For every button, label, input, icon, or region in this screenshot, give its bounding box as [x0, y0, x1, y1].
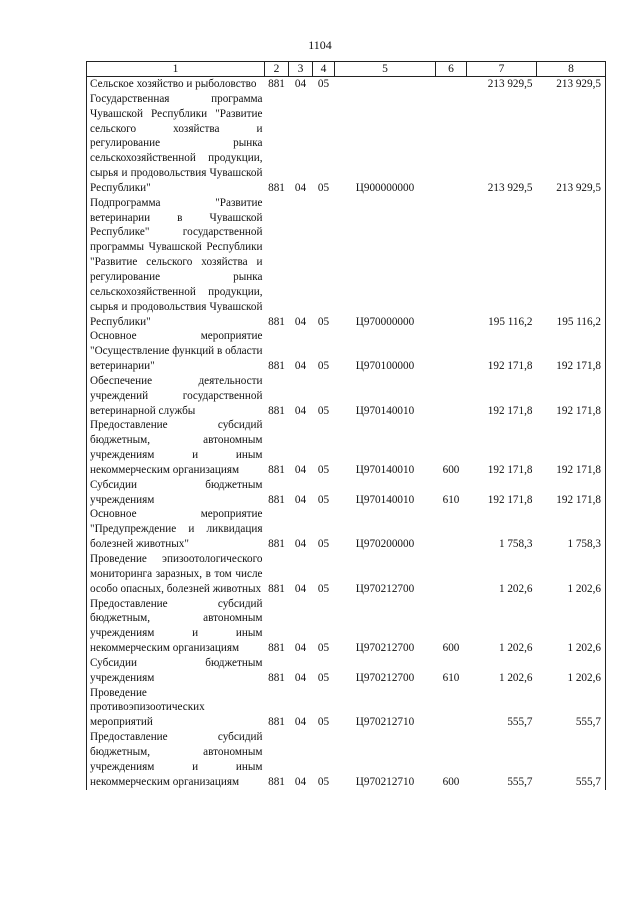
row-rz: 04 [294, 404, 307, 417]
row-name: Основное мероприятие "Осуществление функций в области ветеринарии" [87, 329, 265, 374]
row-csr: Ц970140010 [355, 493, 415, 506]
header-cell: 1 [87, 62, 265, 77]
row-csr: Ц970212700 [355, 582, 415, 595]
row-sum1: 213 929,5 [487, 78, 533, 90]
row-ved: 881 [268, 360, 285, 373]
row-pr: 05 [317, 78, 330, 90]
row-ved: 881 [268, 78, 285, 90]
row-name: Предоставление субсидий бюджетным, автономным учреждениям и иным некоммерческим организациям [87, 730, 265, 789]
table-body [87, 77, 606, 790]
row-name: Проведение эпизоотологического мониторинга заразных, в том числе особо опасных, болезней животных [87, 552, 265, 597]
header-cell: 7 [467, 62, 537, 77]
row-ved: 881 [268, 538, 285, 551]
row-pr: 05 [317, 463, 330, 476]
row-pr: 05 [317, 671, 330, 684]
row-csr: Ц970140010 [355, 463, 415, 476]
row-name: Субсидии бюджетным учреждениям [87, 478, 265, 508]
row-vr [436, 507, 467, 552]
row-vr: 600 [442, 642, 460, 655]
row-pr: 05 [317, 360, 330, 373]
row-rz: 04 [294, 582, 307, 595]
row-pr: 05 [317, 775, 330, 788]
row-vr [436, 196, 467, 330]
row-sum1: 1 202,6 [498, 671, 533, 684]
row-sum1: 1 202,6 [498, 642, 533, 655]
row-ved: 881 [268, 181, 285, 194]
row-pr: 05 [317, 181, 330, 194]
header-cell: 5 [335, 62, 436, 77]
row-sum2: 1 758,3 [537, 507, 606, 552]
row-sum1: 192 171,8 [487, 360, 533, 373]
row-rz: 04 [294, 775, 307, 788]
table-row [87, 507, 606, 552]
row-ved: 881 [268, 463, 285, 476]
row-pr: 05 [317, 404, 330, 417]
header-cell: 6 [436, 62, 467, 77]
row-sum1: 1 202,6 [498, 582, 533, 595]
row-name: Предоставление субсидий бюджетным, автономным учреждениям и иным некоммерческим организациям [87, 418, 265, 477]
row-sum1: 195 116,2 [488, 315, 533, 328]
row-sum2: 1 202,6 [537, 656, 606, 686]
row-csr [335, 77, 436, 92]
row-sum2: 555,7 [537, 686, 606, 731]
row-rz: 04 [294, 463, 307, 476]
row-rz: 04 [294, 493, 307, 506]
table-row [87, 597, 606, 656]
row-rz: 04 [294, 315, 307, 328]
row-ved: 881 [268, 642, 285, 655]
row-name: Предоставление субсидий бюджетным, автономным учреждениям и иным некоммерческим организациям [87, 597, 265, 656]
table-row [87, 656, 606, 686]
row-name: Субсидии бюджетным учреждениям [87, 656, 265, 686]
table-row [87, 686, 606, 731]
row-csr: Ц970212700 [355, 642, 415, 655]
row-name: Проведение противоэпизоотических мероприятий [87, 686, 265, 731]
table-row [87, 478, 606, 508]
row-name: Обеспечение деятельности учреждений государственной ветеринарной службы [87, 374, 265, 419]
row-pr: 05 [317, 582, 330, 595]
row-pr: 05 [317, 642, 330, 655]
row-vr: 610 [442, 493, 460, 506]
row-vr [436, 552, 467, 597]
row-ved: 881 [268, 404, 285, 417]
row-vr [436, 77, 467, 92]
row-vr: 610 [442, 671, 460, 684]
row-sum2: 195 116,2 [537, 196, 606, 330]
row-sum2: 192 171,8 [537, 329, 606, 374]
row-vr [436, 686, 467, 731]
row-csr: Ц970200000 [355, 538, 415, 551]
row-rz: 04 [294, 538, 307, 551]
row-ved: 881 [268, 671, 285, 684]
row-rz: 04 [294, 716, 307, 729]
row-sum1: 213 929,5 [487, 181, 533, 194]
row-csr: Ц900000000 [355, 181, 415, 194]
row-sum2: 213 929,5 [537, 92, 606, 196]
row-pr: 05 [317, 716, 330, 729]
row-ved: 881 [268, 493, 285, 506]
row-vr: 600 [442, 463, 460, 476]
table-row [87, 418, 606, 477]
row-sum1: 555,7 [507, 775, 533, 788]
table-row [87, 730, 606, 789]
header-cell: 8 [537, 62, 606, 77]
row-name: Сельское хозяйство и рыболовство [87, 77, 265, 92]
row-ved: 881 [268, 775, 285, 788]
row-pr: 05 [317, 315, 330, 328]
row-vr [436, 374, 467, 419]
row-csr: Ц970140010 [355, 404, 415, 417]
row-pr: 05 [317, 493, 330, 506]
row-vr: 600 [442, 775, 460, 788]
row-sum2: 555,7 [537, 730, 606, 789]
row-sum1: 192 171,8 [487, 463, 533, 476]
budget-table [86, 61, 606, 790]
table-row [87, 77, 606, 92]
table-row [87, 92, 606, 196]
row-csr: Ц970212700 [355, 671, 415, 684]
row-sum1: 555,7 [507, 716, 533, 729]
header-cell: 4 [313, 62, 335, 77]
header-cell: 3 [289, 62, 313, 77]
row-csr: Ц970212710 [355, 775, 415, 788]
table-row [87, 374, 606, 419]
row-rz: 04 [294, 78, 307, 90]
row-sum2: 213 929,5 [537, 77, 606, 92]
row-sum1: 192 171,8 [487, 493, 533, 506]
table-header-row [87, 62, 606, 77]
row-sum2: 1 202,6 [537, 552, 606, 597]
row-name: Государственная программа Чувашской Республики "Развитие сельского хозяйства и регулирование рынка сельскохозяйственной продукции, сырья и продовольствия Чувашской Республики" [87, 92, 265, 196]
row-rz: 04 [294, 181, 307, 194]
row-vr [436, 329, 467, 374]
page-number: 1104 [308, 38, 332, 52]
header-cell: 2 [265, 62, 289, 77]
row-csr: Ц970100000 [355, 360, 415, 373]
row-ved: 881 [268, 716, 285, 729]
row-sum2: 192 171,8 [537, 374, 606, 419]
row-sum2: 1 202,6 [537, 597, 606, 656]
table-row [87, 196, 606, 330]
table-row [87, 329, 606, 374]
row-sum2: 192 171,8 [537, 478, 606, 508]
row-sum1: 1 758,3 [498, 538, 533, 551]
row-rz: 04 [294, 360, 307, 373]
row-rz: 04 [294, 642, 307, 655]
row-ved: 881 [268, 315, 285, 328]
row-name: Подпрограмма "Развитие ветеринарии в Чувашской Республике" государственной программы Чувашской Республики "Развитие сельского хозяйства и регулирование рынка сельскохозяйственной продукции, сырья и продовольствия Чувашской Республики" [87, 196, 265, 330]
row-csr: Ц970212710 [355, 716, 415, 729]
row-csr: Ц970000000 [355, 315, 415, 328]
row-sum1: 192 171,8 [487, 404, 533, 417]
row-name: Основное мероприятие "Предупреждение и ликвидация болезней животных" [87, 507, 265, 552]
row-rz: 04 [294, 671, 307, 684]
row-pr: 05 [317, 538, 330, 551]
row-ved: 881 [268, 582, 285, 595]
row-vr [436, 92, 467, 196]
table-row [87, 552, 606, 597]
row-sum2: 192 171,8 [537, 418, 606, 477]
